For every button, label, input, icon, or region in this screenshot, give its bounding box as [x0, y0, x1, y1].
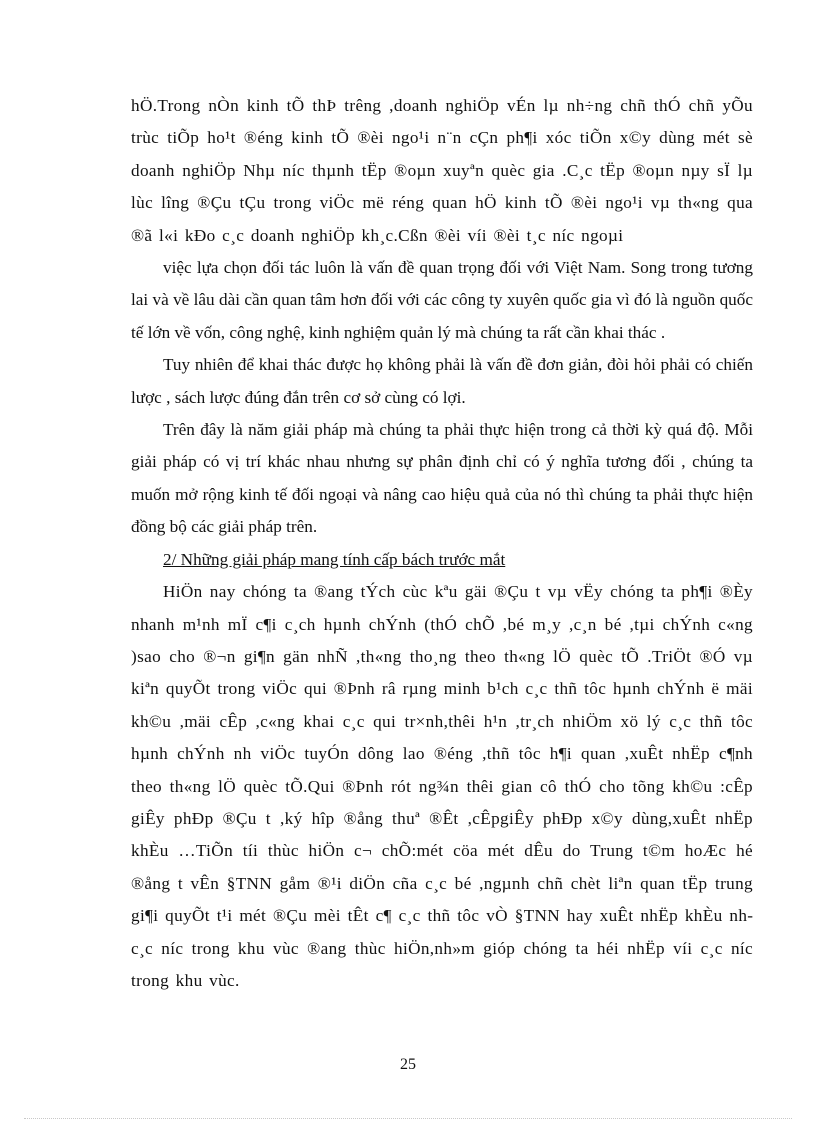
page-bottom-divider	[24, 1118, 792, 1119]
paragraph-five-solutions: Trên đây là năm giải pháp mà chúng ta phải thực hiện trong cả thời kỳ quá độ. Mỗi giải pháp có vị trí khác nhau nhưng sự phân định chỉ có ý nghĩa tương đối , chúng ta muốn mở rộng kinh tế đối ngoại và nâng cao hiệu quả của nó thì chúng ta phải thực hiện đồng bộ các giải pháp trên.	[131, 420, 753, 537]
paragraph-exploitation: Tuy nhiên để khai thác được họ không phải là vấn đề đơn giản, đòi hỏi phải có chiến lược , sách lược đúng đắn trên cơ sở cùng có lợi.	[131, 355, 753, 407]
paragraph-legacy-encoded-2: HiÖn nay chóng ta ®ang tÝch cùc kªu gäi ®Çu t vµ vËy chóng ta ph¶i ®Èy nhanh m¹nh mÏ c¶i c¸ch hµnh chÝnh (thÓ chÕ ,bé m¸y ,c¸n bé ,tµi chÝnh c«ng )sao cho ®¬n gi¶n gän nhÑ ,th«ng tho¸ng theo th«ng lÖ quèc tÕ .TriÖt ®Ó vµ kiªn quyÕt trong viÖc qui ®Þnh râ rµng minh b¹ch c¸c thñ tôc hµnh chÝnh ë mäi kh©u ,mäi cÊp ,c«ng khai c¸c qui tr×nh,thêi h¹n ,tr¸ch nhiÖm xö lý c¸c thñ tôc hµnh chÝnh nh viÖc tuyÓn dông lao ®éng ,thñ tôc h¶i quan ,xuÊt nhËp c¶nh theo th«ng lÖ quèc tÕ.Qui ®Þnh rót ng¾n thêi gian cô thÓ cho tõng kh©u :cÊp giÊy phÐp ®Çu t ,ký hîp ®ång thuª ®Êt ,cÊpgiÊy phÐp x©y dùng,xuÊt nhËp khÈu …TiÕn tíi thùc hiÖn c¬ chÕ:mét cöa mét dÊu do Trung t©m hoÆc hé ®ång t vÊn §TNN gåm ®¹i diÖn cña c¸c bé ,ngµnh chñ chèt liªn quan tËp trung gi¶i quyÕt t¹i mét ®Çu mèi tÊt c¶ c¸c thñ tôc vÒ §TNN hay xuÊt nhËp khÈu nh c¸c níc trong khu vùc ®ang thùc hiÖn,nh»m gióp chóng ta héi nhËp víi c¸c níc trong khu vùc.	[131, 582, 753, 990]
paragraph-partner-selection: việc lựa chọn đối tác luôn là vấn đề quan trọng đối với Việt Nam. Song trong tương lai và về lâu dài cần quan tâm hơn đối với các công ty xuyên quốc gia vì đó là nguồn quốc tế lớn về vốn, công nghệ, kinh nghiệm quản lý mà chúng ta rất cần khai thác .	[131, 258, 753, 342]
page-number: 25	[400, 1056, 416, 1073]
section-heading: 2/ Những giải pháp mang tính cấp bách trước mắt	[163, 549, 506, 569]
body-text	[131, 90, 753, 997]
paragraph-legacy-encoded-1: hÖ.Trong nÒn kinh tÕ thÞ trêng ,doanh nghiÖp vÉn lµ nh÷ng chñ thÓ chñ yÕu trùc tiÕp ho¹t ®éng kinh tÕ ®èi ngo¹i n¨n cÇn ph¶i xóc tiÕn x©y dùng mét sè doanh nghiÖp Nhµ níc thµnh tËp ®oµn xuyªn quèc gia .C¸c tËp ®oµn nµy sÏ lµ lùc lîng ®Çu tÇu trong viÖc më réng quan hÖ kinh tÕ ®èi ngo¹i vµ th«ng qua ®ã l«i kÐo c¸c doanh nghiÖp kh¸c.Cßn ®èi víi ®èi t¸c níc ngoµi	[131, 96, 753, 245]
